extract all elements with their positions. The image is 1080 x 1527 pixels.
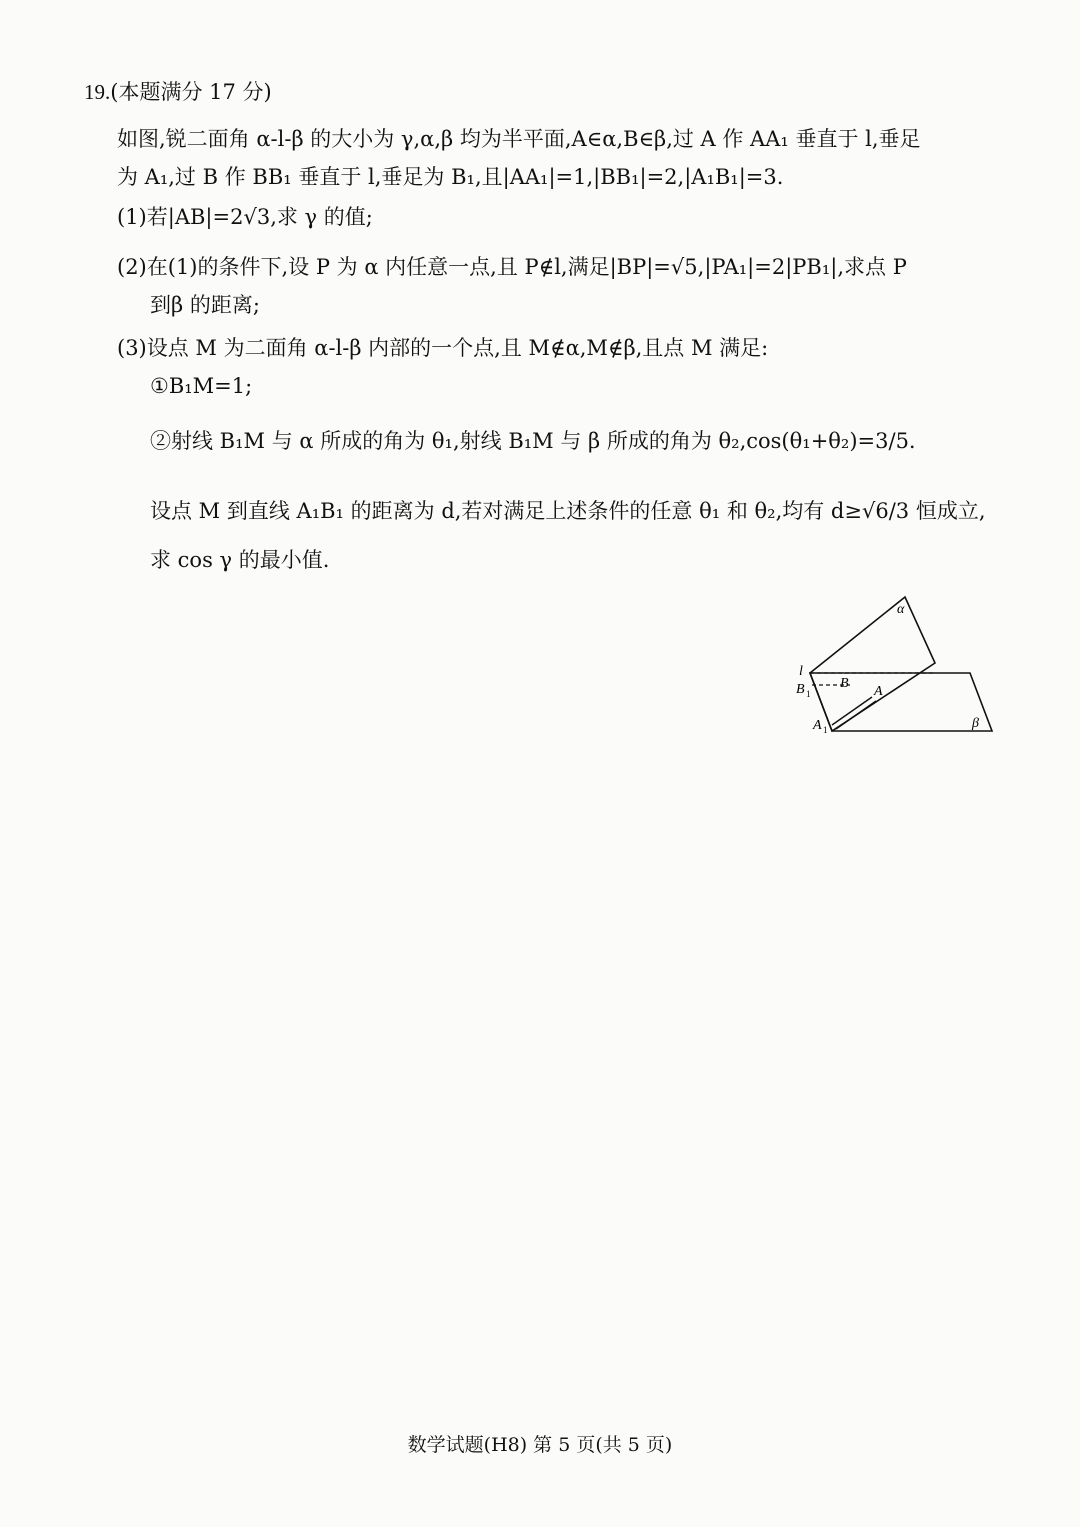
part-3-condition-1: ①B₁M=1;: [150, 374, 253, 398]
label-B1: B: [796, 682, 805, 697]
label-B: B: [840, 676, 849, 691]
part-3-condition-2: ②射线 B₁M 与 α 所成的角为 θ₁,射线 B₁M 与 β 所成的角为 θ₂,cos(θ₁+θ₂)=3/5.: [150, 429, 916, 453]
question-number: 19.: [84, 80, 111, 104]
label-A1: A: [813, 718, 822, 733]
dihedral-angle-figure: [780, 585, 1010, 745]
plane-beta: [810, 673, 992, 731]
page-footer: 数学试题(H8) 第 5 页(共 5 页): [407, 1434, 673, 1456]
label-A1-sub: 1: [823, 725, 828, 735]
label-alpha: α: [897, 602, 905, 617]
part-2-line-2: 到β 的距离;: [150, 293, 260, 317]
segment-A1A: [832, 697, 872, 725]
part-1: (1)若|AB|=2√3,求 γ 的值;: [117, 205, 373, 229]
plane-alpha: [810, 597, 935, 731]
part-2-line-1: (2)在(1)的条件下,设 P 为 α 内任意一点,且 P∉l,满足|BP|=√5,|PA₁|=2|PB₁|,求点 P: [117, 255, 907, 279]
part-3-line-4: 求 cos γ 的最小值.: [150, 548, 330, 572]
part-3-line-1: (3)设点 M 为二面角 α-l-β 内部的一个点,且 M∉α,M∉β,且点 M 满足:: [117, 336, 769, 360]
label-B1-sub: 1: [806, 689, 811, 699]
question-header: [84, 76, 272, 106]
label-l: l: [799, 664, 803, 679]
label-A: A: [874, 684, 883, 699]
stem-line-1: 如图,锐二面角 α-l-β 的大小为 γ,α,β 均为半平面,A∈α,B∈β,过 A 作 AA₁ 垂直于 l,垂足: [117, 127, 921, 151]
segment-A1A-2: [836, 701, 876, 729]
label-beta: β: [972, 716, 979, 731]
stem-line-2: 为 A₁,过 B 作 BB₁ 垂直于 l,垂足为 B₁,且|AA₁|=1,|BB₁|=2,|A₁B₁|=3.: [117, 165, 784, 189]
part-3-line-3: 设点 M 到直线 A₁B₁ 的距离为 d,若对满足上述条件的任意 θ₁ 和 θ₂,均有 d≥√6/3 恒成立,: [150, 499, 986, 523]
question-points: (本题满分 17 分): [110, 80, 272, 104]
